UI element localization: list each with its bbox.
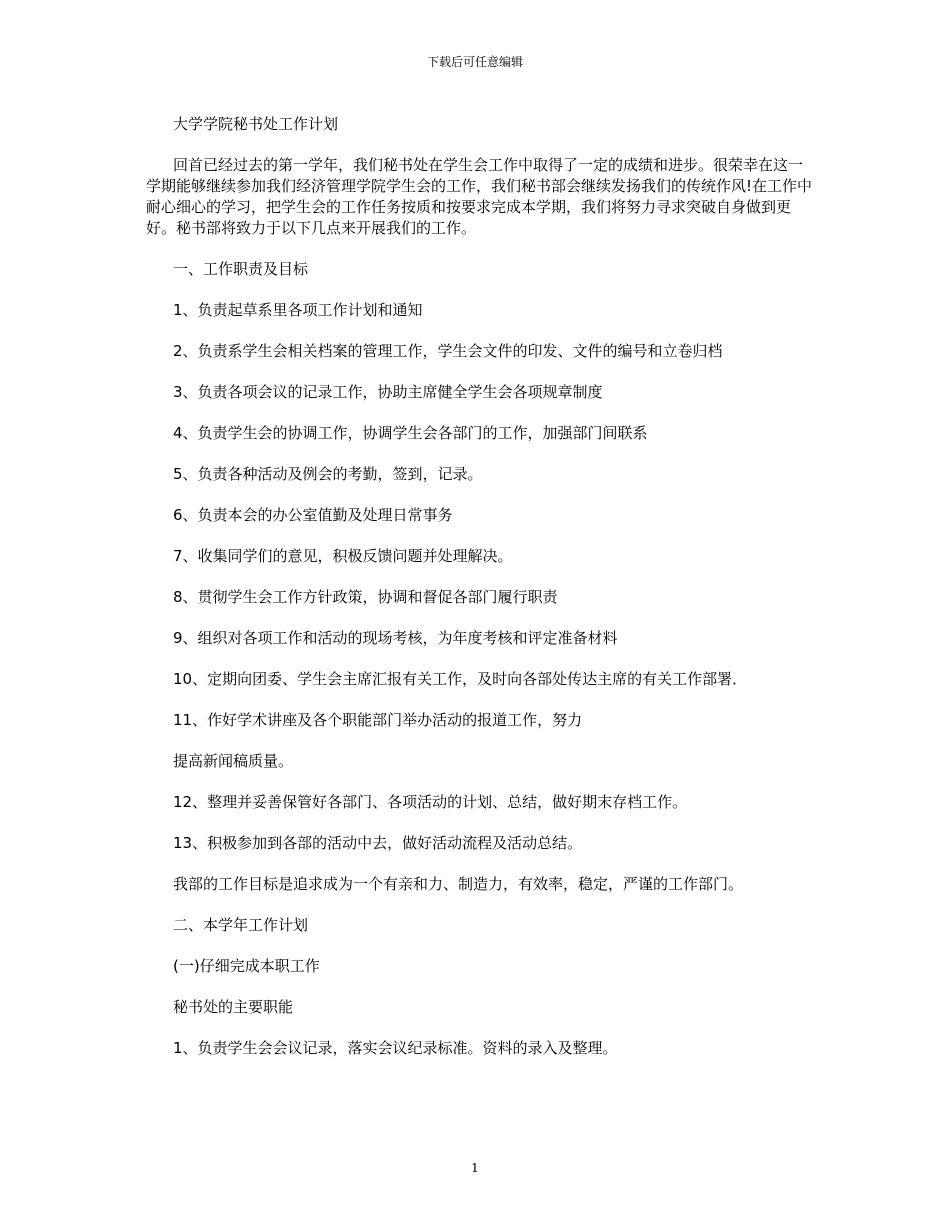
duty-item-continuation: 提高新闻稿质量。 bbox=[173, 752, 294, 770]
duty-item: 12、整理并妥善保管好各部门、各项活动的计划、总结，做好期末存档工作。 bbox=[173, 793, 688, 811]
duty-item: 9、组织对各项工作和活动的现场考核，为年度考核和评定准备材料 bbox=[173, 629, 618, 647]
duty-item: 6、负责本会的办公室值勤及处理日常事务 bbox=[173, 506, 453, 524]
duty-item: 2、负责系学生会相关档案的管理工作，学生会文件的印发、文件的编号和立卷归档 bbox=[173, 342, 723, 360]
duty-item: 10、定期向团委、学生会主席汇报有关工作，及时向各部处传达主席的有关工作部署． bbox=[173, 670, 748, 688]
section-heading-duties: 一、工作职责及目标 bbox=[173, 260, 309, 278]
duty-item: 4、负责学生会的协调工作，协调学生会各部门的工作，加强部门间联系 bbox=[173, 424, 648, 442]
section-heading-plan: 二、本学年工作计划 bbox=[173, 916, 309, 934]
functions-heading: 秘书处的主要职能 bbox=[173, 998, 294, 1016]
duty-item: 7、收集同学们的意见，积极反馈问题并处理解决。 bbox=[173, 547, 513, 565]
duty-item: 1、负责起草系里各项工作计划和通知 bbox=[173, 301, 423, 319]
document-title: 大学学院秘书处工作计划 bbox=[173, 115, 339, 133]
duty-item: 11、作好学术讲座及各个职能部门举办活动的报道工作，努力 bbox=[173, 711, 583, 729]
page-header: 下载后可任意编辑 bbox=[426, 55, 523, 69]
duty-item: 3、负责各项会议的记录工作，协助主席健全学生会各项规章制度 bbox=[173, 383, 603, 401]
intro-paragraph: 回首已经过去的第一学年，我们秘书处在学生会工作中取得了一定的成绩和进步。很荣幸在这一学期能够继续参加我们经济管理学院学生会的工作，我们秘书部会继续发扬我们的传统作风!在工作中耐心细心的学习，把学生会的工作任务按质和按要求完成本学期，我们将努力寻求突破自身做到更好。秘书部将致力于以下几点来开展我们的工作。 bbox=[146, 156, 813, 237]
duty-item: 8、贯彻学生会工作方针政策，协调和督促各部门履行职责 bbox=[173, 588, 558, 606]
subsection-heading: (一)仔细完成本职工作 bbox=[173, 957, 320, 975]
page-number: 1 bbox=[471, 1161, 479, 1175]
function-item: 1、负责学生会会议记录，落实会议纪录标准。资料的录入及整理。 bbox=[173, 1039, 618, 1057]
goal-statement: 我部的工作目标是追求成为一个有亲和力、制造力，有效率，稳定，严谨的工作部门。 bbox=[173, 875, 744, 893]
document-body bbox=[146, 114, 816, 1079]
duty-item: 5、负责各种活动及例会的考勤，签到，记录。 bbox=[173, 465, 483, 483]
duty-item: 13、积极参加到各部的活动中去，做好活动流程及活动总结。 bbox=[173, 834, 583, 852]
